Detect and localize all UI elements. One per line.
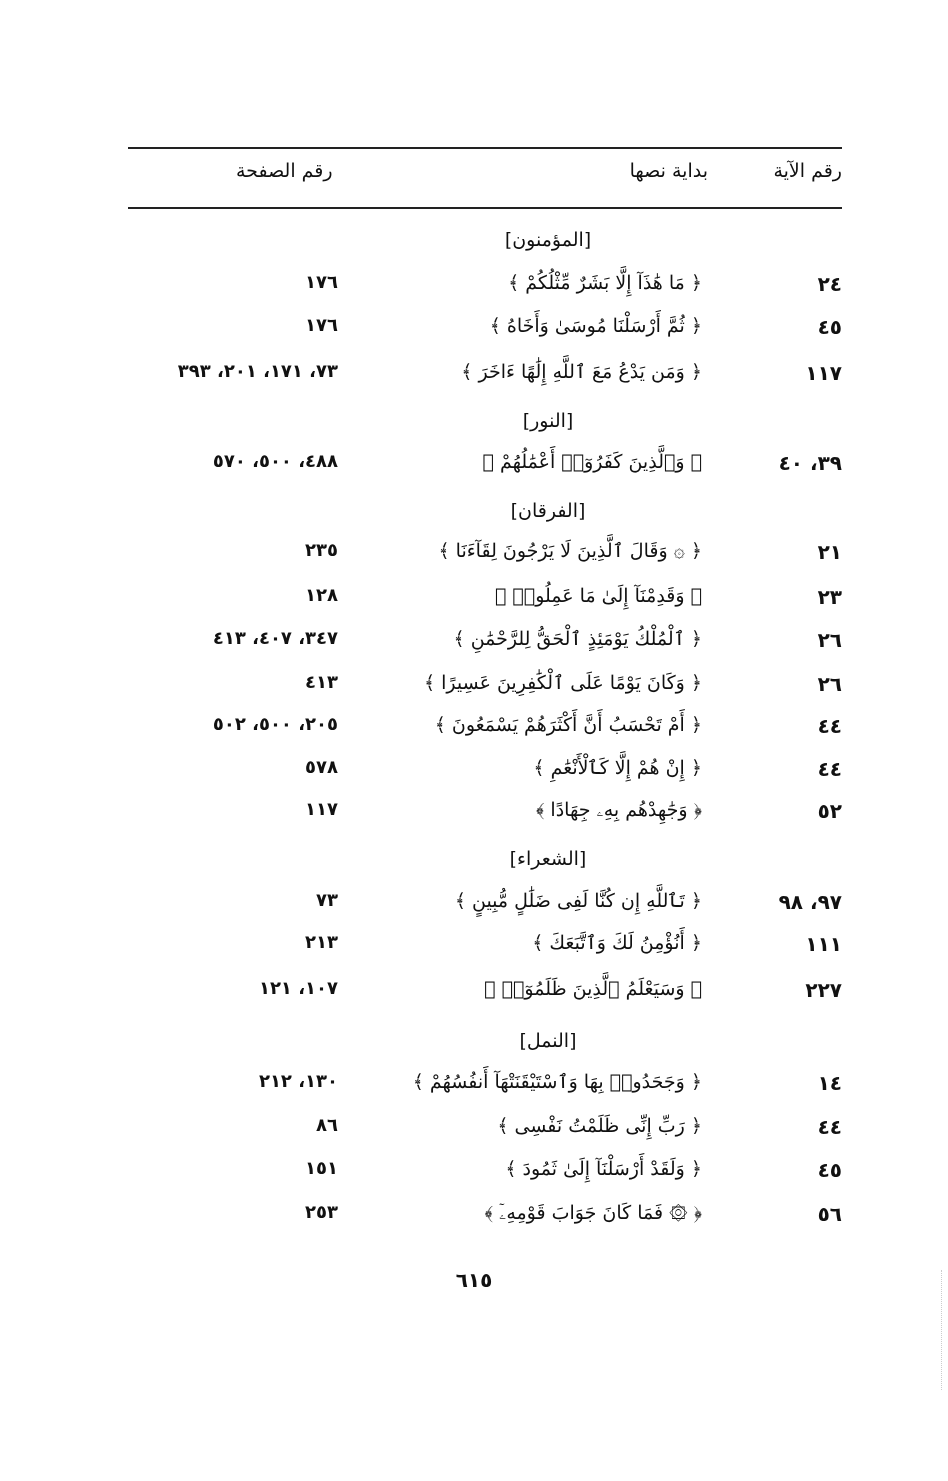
verse-beginning: ﴿ وَلَقَدْ أَرْسَلْنَآ إِلَىٰ ثَمُودَ ﴾ xyxy=(505,1158,702,1180)
ayah-number: ٤٤ xyxy=(817,1115,842,1139)
page-refs: ٧٣، ١٧١، ٢٠١، ٣٩٣ xyxy=(177,361,338,382)
verse-beginning: ﴿ وَقَدِمْنَآ إِلَىٰ مَا عَمِلُوا۟ ﴾ xyxy=(494,585,702,607)
surah-heading: [المؤمنون] xyxy=(504,229,592,251)
page-refs: ١٧٦ xyxy=(305,272,338,293)
ayah-number: ٣٩، ٤٠ xyxy=(778,451,842,475)
page-number: ٦١٥ xyxy=(455,1268,493,1292)
ayah-number: ٢٤ xyxy=(817,272,842,296)
verse-beginning: ﴿ وَٱلَّذِينَ كَفَرُوٓا۟ أَعْمَٰلُهُمْ ﴾ xyxy=(482,451,702,473)
scan-edge-divider xyxy=(941,1270,942,1390)
verse-beginning: ﴿ وَمَن يَدْعُ مَعَ ٱللَّهِ إِلَٰهًا ءَاخَرَ ﴾ xyxy=(461,361,702,383)
table-row xyxy=(128,628,842,668)
verse-beginning: ﴿ ۞ فَمَا كَانَ جَوَابَ قَوْمِهِۦٓ ﴾ xyxy=(484,1202,702,1224)
table-row xyxy=(128,451,842,491)
header-page-numbers: رقم الصفحة xyxy=(236,160,333,182)
table-row xyxy=(128,890,842,930)
page-refs: ٣٤٧، ٤٠٧، ٤١٣ xyxy=(212,628,338,649)
page-refs: ٢٥٣ xyxy=(305,1202,338,1223)
ayah-number: ٢٢٧ xyxy=(805,978,842,1002)
table-row xyxy=(128,1158,842,1198)
ayah-number: ١١٧ xyxy=(805,361,842,385)
verse-beginning: ﴿ إِنْ هُمْ إِلَّا كَٱلْأَنْعَٰمِ ﴾ xyxy=(533,757,702,779)
table-row xyxy=(128,585,842,625)
page-refs: ٨٦ xyxy=(316,1115,338,1136)
verse-beginning: ﴿ رَبِّ إِنِّى ظَلَمْتُ نَفْسِى ﴾ xyxy=(497,1115,702,1137)
page-refs: ١٥١ xyxy=(305,1158,338,1179)
verse-beginning: ﴿ أَمْ تَحْسَبُ أَنَّ أَكْثَرَهُمْ يَسْمَعُونَ ﴾ xyxy=(434,714,702,736)
page-refs: ٤٨٨، ٥٠٠، ٥٧٠ xyxy=(212,451,338,472)
table-row xyxy=(128,757,842,797)
ayah-number: ١١١ xyxy=(805,932,842,956)
page-refs: ٥٧٨ xyxy=(305,757,338,778)
table-row xyxy=(128,361,842,401)
ayah-number: ٤٤ xyxy=(817,757,842,781)
table-row xyxy=(128,272,842,312)
table-row xyxy=(128,799,842,839)
header-ayah-number: رقم الآية xyxy=(773,160,842,182)
table-row xyxy=(128,1071,842,1111)
verse-beginning: ﴿ وَكَانَ يَوْمًا عَلَى ٱلْكَٰفِرِينَ عَسِيرًا ﴾ xyxy=(423,672,702,694)
verse-beginning: ﴿ وَجَحَدُوا۟ بِهَا وَٱسْتَيْقَنَتْهَآ أَنفُسُهُمْ ﴾ xyxy=(412,1071,702,1093)
ayah-number: ٤٥ xyxy=(817,1158,842,1182)
verse-beginning: ﴿ وَسَيَعْلَمُ ٱلَّذِينَ ظَلَمُوٓا۟ ﴾ xyxy=(484,978,702,1000)
verse-beginning: ﴿ مَا هَٰذَآ إِلَّا بَشَرٌ مِّثْلُكُمْ ﴾ xyxy=(508,272,702,294)
verse-beginning: ﴿ تَٱللَّهِ إِن كُنَّا لَفِى ضَلَٰلٍ مُّبِينٍ ﴾ xyxy=(454,890,702,912)
surah-heading: [النور] xyxy=(522,410,574,432)
ayah-number: ١٤ xyxy=(817,1071,842,1095)
page-refs: ١٠٧، ١٢١ xyxy=(258,978,338,999)
top-rule xyxy=(128,147,842,149)
ayah-number: ٩٧، ٩٨ xyxy=(778,890,842,914)
header-rule xyxy=(128,207,842,209)
verse-beginning: ﴿ أَنُؤْمِنُ لَكَ وَٱتَّبَعَكَ ﴾ xyxy=(532,932,702,954)
surah-heading: [النمل] xyxy=(519,1030,577,1052)
table-row xyxy=(128,315,842,355)
ayah-number: ٢٦ xyxy=(817,672,842,696)
table-row xyxy=(128,1202,842,1242)
table-row xyxy=(128,932,842,972)
page-refs: ١٧٦ xyxy=(305,315,338,336)
verse-beginning: ﴿ ثُمَّ أَرْسَلْنَا مُوسَىٰ وَأَخَاهُ ﴾ xyxy=(489,315,702,337)
ayah-number: ٤٤ xyxy=(817,714,842,738)
ayah-number: ٥٢ xyxy=(817,799,842,823)
page-refs: ٢٠٥، ٥٠٠، ٥٠٢ xyxy=(212,714,338,735)
ayah-number: ٢٦ xyxy=(817,628,842,652)
table-row xyxy=(128,672,842,712)
page-refs: ٢١٣ xyxy=(305,932,338,953)
page-refs: ٢٣٥ xyxy=(305,540,338,561)
table-row xyxy=(128,540,842,580)
header-text-beginning: بداية نصها xyxy=(629,160,708,182)
ayah-number: ٥٦ xyxy=(817,1202,842,1226)
ayah-number: ٤٥ xyxy=(817,315,842,339)
surah-heading: [الفرقان] xyxy=(510,500,586,522)
page-refs: ١١٧ xyxy=(305,799,338,820)
verse-beginning: ﴿ ٱلْمُلْكُ يَوْمَئِذٍ ٱلْحَقُّ لِلرَّحْمَٰنِ ﴾ xyxy=(453,628,702,650)
ayah-number: ٢١ xyxy=(817,540,842,564)
verse-beginning: ﴿ ۞ وَقَالَ ٱلَّذِينَ لَا يَرْجُونَ لِقَآءَنَا ﴾ xyxy=(438,540,702,562)
verse-beginning: ﴿ وَجَٰهِدْهُم بِهِۦ جِهَادًا ﴾ xyxy=(535,799,702,821)
page-refs: ٧٣ xyxy=(316,890,338,911)
table-row xyxy=(128,1115,842,1155)
table-row xyxy=(128,978,842,1018)
page-refs: ١٢٨ xyxy=(305,585,338,606)
surah-heading: [الشعراء] xyxy=(509,848,587,870)
page-refs: ١٣٠، ٢١٢ xyxy=(258,1071,338,1092)
page-refs: ٤١٣ xyxy=(305,672,338,693)
table-row xyxy=(128,714,842,754)
ayah-number: ٢٣ xyxy=(817,585,842,609)
